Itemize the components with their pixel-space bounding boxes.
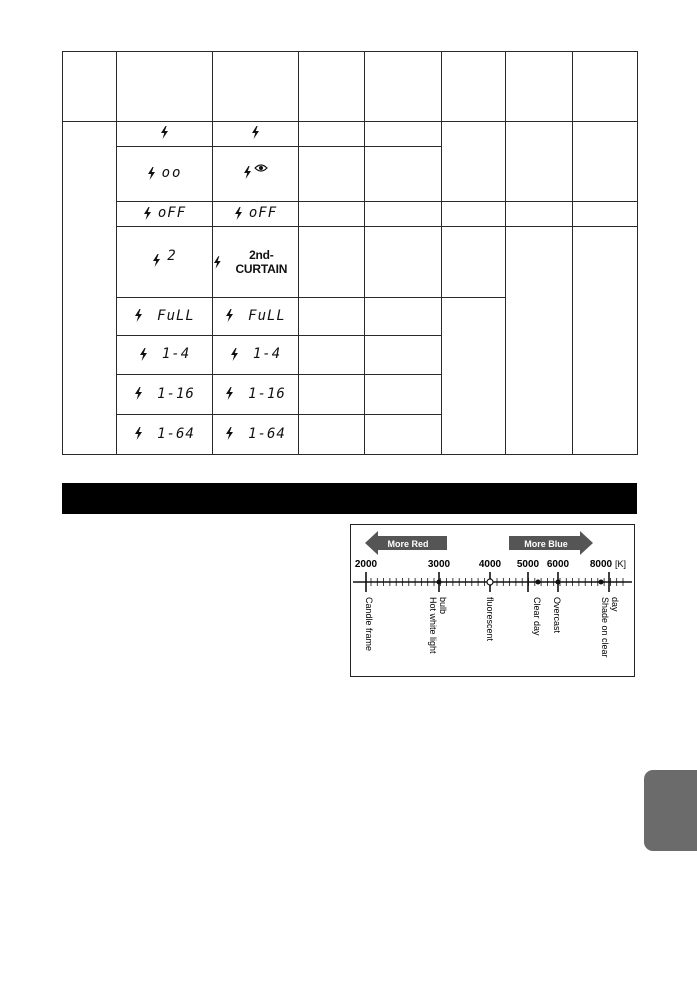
table-cell: [365, 146, 442, 201]
table-cell: [117, 227, 213, 298]
table-cell: [213, 146, 299, 201]
flash-icon: [143, 207, 152, 220]
table-cell: [299, 375, 365, 414]
table-cell: [299, 414, 365, 454]
label-candle-frame: Candle frame: [364, 597, 374, 652]
table-cell: [117, 336, 213, 375]
table-cell: [442, 202, 506, 227]
table-cell: [506, 202, 573, 227]
table-cell: [213, 297, 299, 335]
lcd-text: 1-4: [252, 346, 282, 363]
table-cell: [117, 121, 213, 146]
more-blue-arrow: [509, 531, 593, 555]
kelvin-scale: [351, 525, 634, 676]
table-cell: [299, 121, 365, 146]
table-cell: [365, 121, 442, 146]
marker-fluorescent: [487, 579, 493, 585]
table-row: [63, 202, 638, 227]
tick-label-3000: 3000: [427, 559, 451, 570]
label-overcast: Overcast: [552, 597, 562, 634]
table-cell: [299, 202, 365, 227]
flash-icon: [243, 166, 252, 179]
table-cell: [213, 336, 299, 375]
lcd-text: 1-64: [248, 425, 286, 442]
table-header-cell: [213, 52, 299, 122]
table-cell: [573, 202, 638, 227]
marker-overcast: [556, 580, 561, 585]
flash-icon: [160, 126, 169, 139]
more-red-arrow: [365, 531, 447, 555]
table-header-cell: [117, 52, 213, 122]
table-cell: [213, 202, 299, 227]
table-cell: [299, 227, 365, 298]
label-clear-day: Clear day: [532, 597, 542, 636]
table-cell: [442, 121, 506, 202]
tick-label-4000: 4000: [478, 559, 502, 570]
marker-clear-day: [536, 580, 541, 585]
table-cell: [365, 227, 442, 298]
table-cell: [573, 121, 638, 202]
flash-icon: [251, 126, 260, 139]
table-cell: [506, 227, 573, 455]
table-cell: [365, 414, 442, 454]
lcd-text: oFF: [157, 205, 187, 222]
tick-label-8000: 8000: [589, 559, 613, 570]
table-cell: [117, 375, 213, 414]
lcd-text: 1-16: [157, 385, 195, 402]
table-cell: [117, 297, 213, 335]
lcd-text: 1-4: [161, 346, 191, 363]
flash-icon: [147, 167, 156, 180]
flash-icon: [139, 348, 148, 361]
label-shade-line1: Shade on clear: [600, 597, 610, 658]
table-row: [63, 227, 638, 298]
table-cell: [506, 121, 573, 202]
tick-label-2000: 2000: [354, 559, 378, 570]
table-cell: [442, 297, 506, 454]
flash-icon: [225, 427, 234, 440]
table-cell: [365, 297, 442, 335]
table-header-cell: [63, 52, 117, 122]
table-header-row: [63, 52, 638, 122]
table-header-cell: [299, 52, 365, 122]
red-eye-icon: [254, 163, 268, 173]
table-cell: [299, 336, 365, 375]
second-curtain-label: 2nd-CURTAIN: [235, 248, 288, 277]
table-cell: [365, 375, 442, 414]
table-cell: [573, 227, 638, 455]
table-header-cell: [365, 52, 442, 122]
lcd-text: oFF: [248, 205, 278, 222]
table-cell: [365, 202, 442, 227]
minor-ticks: [371, 578, 623, 586]
table-cell: [213, 375, 299, 414]
tick-label-6000: 6000: [546, 559, 570, 570]
table-cell: [213, 227, 299, 298]
table-cell: [213, 414, 299, 454]
table-cell: [117, 414, 213, 454]
table-cell: [299, 297, 365, 335]
kelvin-unit-label: [K]: [614, 559, 626, 569]
flash-mode-table: [62, 51, 638, 455]
table-cell: [117, 146, 213, 201]
table-cell: [365, 336, 442, 375]
flash-icon: [134, 309, 143, 322]
lcd-text: FuLL: [248, 307, 286, 324]
table-cell: [213, 121, 299, 146]
more-red-label: More Red: [387, 539, 429, 549]
marker-shade: [599, 580, 604, 585]
table-header-cell: [573, 52, 638, 122]
flash-icon: [152, 254, 161, 267]
table-header-cell: [442, 52, 506, 122]
tick-label-5000: 5000: [516, 559, 540, 570]
label-fluorescent: fluorescent: [485, 597, 495, 642]
table-cell: [299, 146, 365, 201]
chapter-tab: [644, 770, 697, 851]
flash-icon: [134, 387, 143, 400]
flash-icon: [234, 207, 243, 220]
table-cell: [442, 227, 506, 298]
lcd-text: FuLL: [157, 307, 195, 324]
flash-icon: [213, 256, 222, 269]
label-light-bulb-line1: Hot white light: [428, 597, 438, 654]
table-row: [63, 121, 638, 146]
lcd-text: oo: [161, 165, 183, 182]
table-cell: [117, 202, 213, 227]
lcd-text: 1-16: [248, 385, 286, 402]
table-header-cell: [506, 52, 573, 122]
flash-icon: [230, 348, 239, 361]
lcd-text: 1-64: [157, 425, 195, 442]
lcd-text: 2: [167, 247, 177, 264]
label-shade-line2: day: [610, 597, 620, 612]
color-temperature-diagram: [350, 524, 635, 677]
label-light-bulb-line2: bulb: [438, 597, 448, 615]
flash-icon: [225, 387, 234, 400]
section-header-bar: [62, 483, 637, 514]
more-blue-label: More Blue: [524, 539, 568, 549]
marker-light-bulb: [437, 580, 442, 585]
flash-icon: [134, 427, 143, 440]
table-cell: [63, 121, 117, 454]
flash-icon: [225, 309, 234, 322]
